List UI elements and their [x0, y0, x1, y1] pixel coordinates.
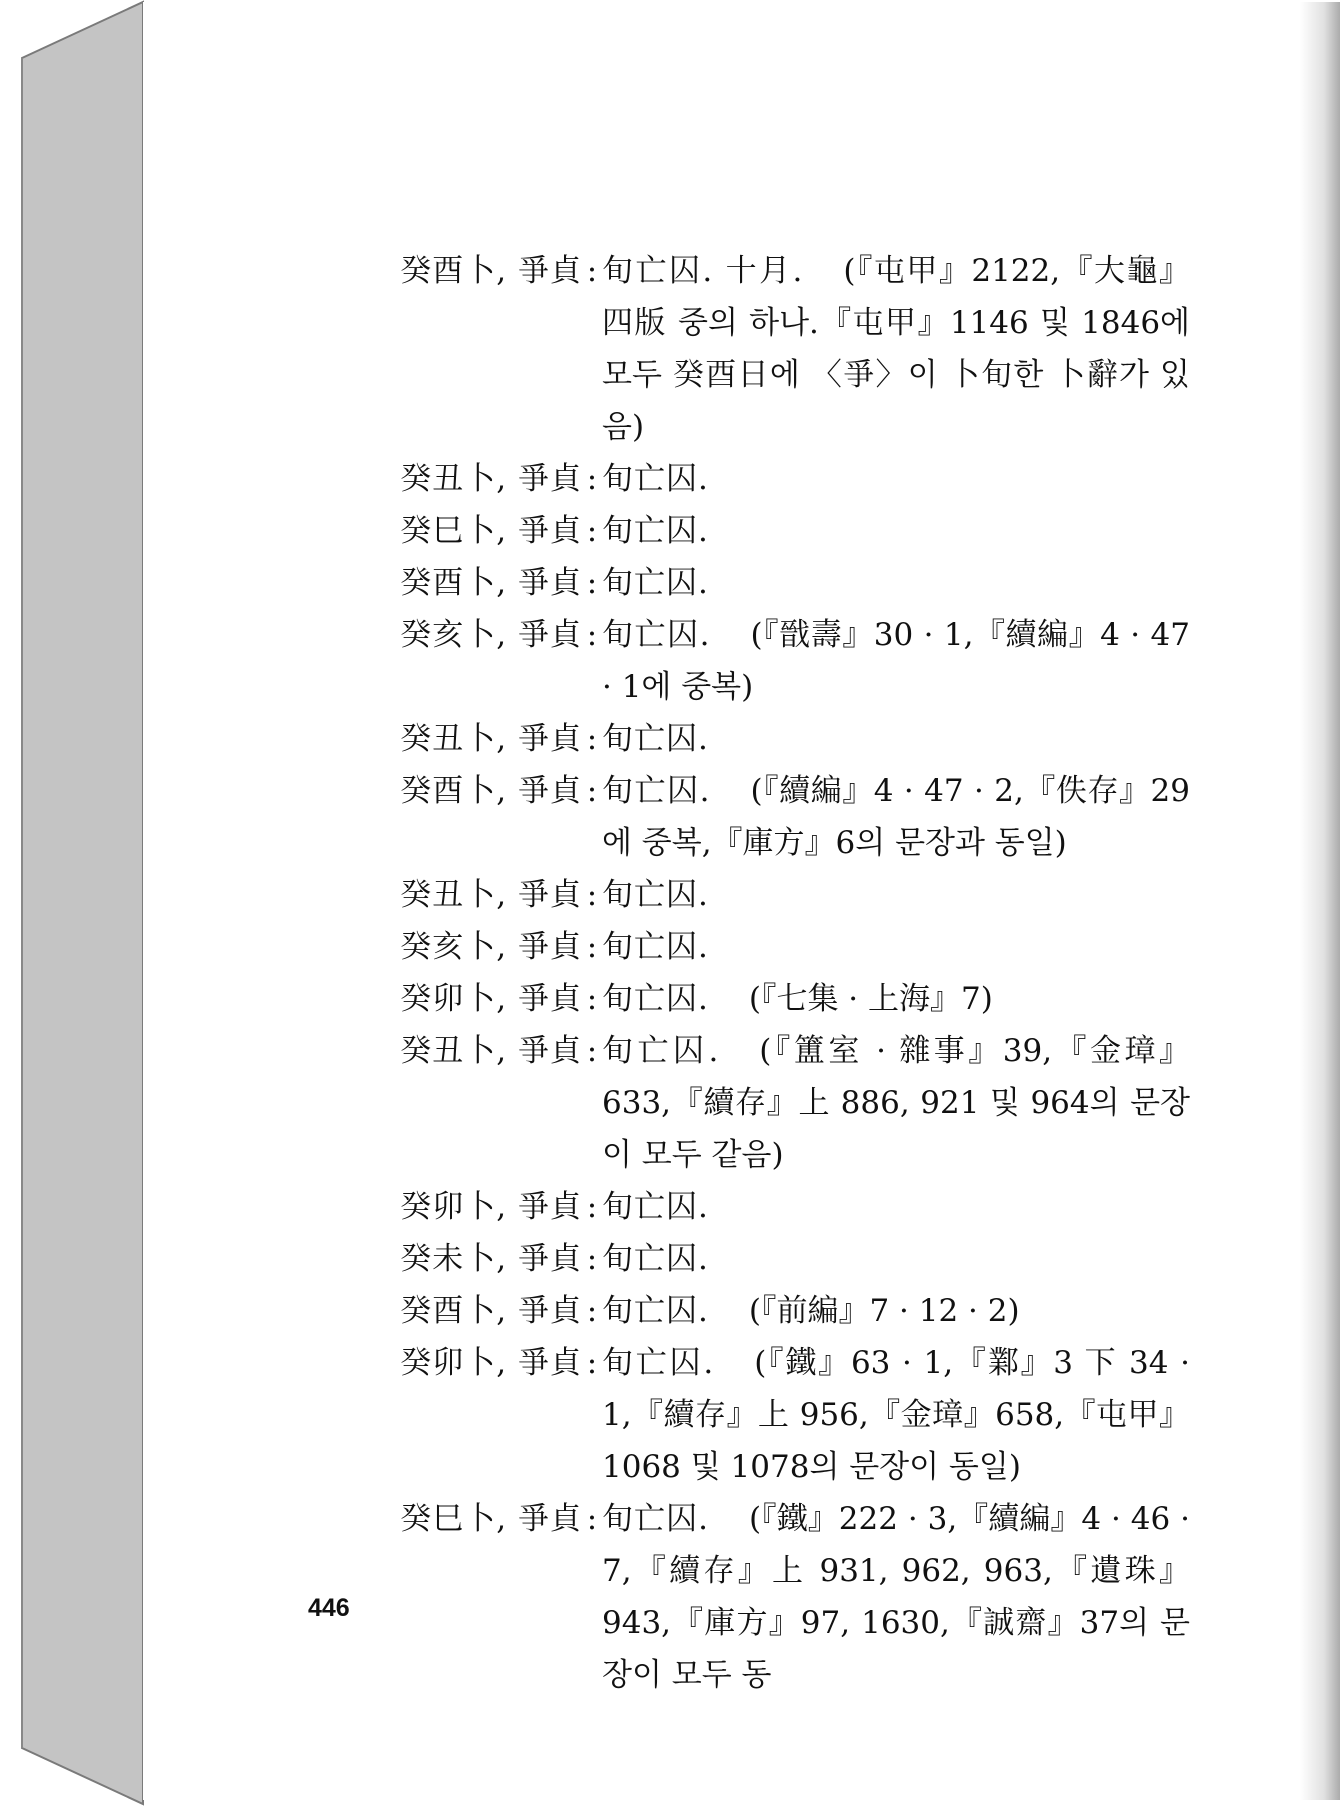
entry-colon: : — [586, 981, 598, 1017]
entry-note: (『鐵』222 · 3,『續編』4 · 46 · 7,『續存』上 931, 962, 963,『遺珠』943,『庫方』97, 1630,『誠齋』37의 문장이 모두 동 — [602, 1501, 1190, 1693]
entry-text: 旬亡囚. — [602, 929, 709, 965]
page-edge-shadow — [1300, 2, 1340, 1800]
entry-colon: : — [586, 513, 598, 549]
entry-colon: : — [586, 1501, 598, 1537]
entry-text: 旬亡囚. — [602, 1033, 720, 1069]
entry-label: 癸丑卜, 爭貞 — [400, 461, 582, 497]
entry-content — [602, 713, 1190, 765]
entry-content — [602, 765, 1190, 869]
entry-colon: : — [586, 565, 598, 601]
entry-label: 癸亥卜, 爭貞 — [400, 929, 582, 965]
entry-row — [350, 609, 1190, 713]
entry-note: (『續編』4 · 47 · 2,『佚存』29에 중복,『庫方』6의 문장과 동일) — [602, 773, 1190, 861]
entry-text: 旬亡囚. 十月. — [602, 253, 804, 289]
entry-row — [350, 1181, 1190, 1233]
entry-text: 旬亡囚. — [602, 1241, 709, 1277]
entry-colon: : — [586, 1241, 598, 1277]
entry-text: 旬亡囚. — [602, 981, 709, 1017]
entry-colon: : — [586, 617, 598, 653]
entry-list — [350, 245, 1190, 1701]
entry-row — [350, 765, 1190, 869]
entry-text: 旬亡囚. — [602, 877, 709, 913]
entry-note: (『七集 · 上海』7) — [748, 981, 993, 1017]
entry-note: (『屯甲』2122,『大龜』四版 중의 하나.『屯甲』1146 및 1846에 모두 癸酉日에 〈爭〉이 卜旬한 卜辭가 있음) — [602, 253, 1191, 445]
entry-text: 旬亡囚. — [602, 721, 709, 757]
entry-content — [602, 557, 1190, 609]
entry-row — [350, 973, 1190, 1025]
entry-note: (『戩壽』30 · 1,『續編』4 · 47 · 1에 중복) — [602, 617, 1190, 705]
entry-content — [602, 869, 1190, 921]
entry-text: 旬亡囚. — [602, 461, 709, 497]
entry-row — [350, 713, 1190, 765]
entry-label: 癸丑卜, 爭貞 — [400, 721, 582, 757]
entry-content — [602, 1181, 1190, 1233]
entry-colon: : — [586, 1293, 598, 1329]
entry-content — [602, 245, 1190, 453]
entry-text: 旬亡囚. — [602, 1501, 709, 1537]
entry-label: 癸酉卜, 爭貞 — [400, 773, 582, 809]
entry-label: 癸巳卜, 爭貞 — [400, 513, 582, 549]
entry-content — [602, 1493, 1190, 1701]
entry-label: 癸卯卜, 爭貞 — [400, 981, 582, 1017]
entry-row — [350, 505, 1190, 557]
entry-label: 癸卯卜, 爭貞 — [400, 1345, 582, 1381]
entry-colon: : — [586, 1189, 598, 1225]
entry-row — [350, 557, 1190, 609]
entry-note: (『前編』7 · 12 · 2) — [748, 1293, 1020, 1329]
entry-note: (『鐵』63 · 1,『鄴』3 下 34 · 1,『續存』上 956,『金璋』658,『屯甲』1068 및 1078의 문장이 동일) — [602, 1345, 1190, 1485]
entry-text: 旬亡囚. — [602, 513, 709, 549]
entry-row — [350, 1233, 1190, 1285]
entry-colon: : — [586, 773, 598, 809]
entry-row — [350, 869, 1190, 921]
entry-colon: : — [586, 1345, 598, 1381]
entry-row — [350, 1337, 1190, 1493]
entry-row — [350, 453, 1190, 505]
entry-label: 癸酉卜, 爭貞 — [400, 1293, 582, 1329]
entry-row — [350, 1025, 1190, 1181]
page-number: 446 — [308, 1594, 350, 1622]
entry-colon: : — [586, 929, 598, 965]
entry-colon: : — [586, 1033, 598, 1069]
entry-label: 癸卯卜, 爭貞 — [400, 1189, 582, 1225]
entry-text: 旬亡囚. — [602, 1345, 715, 1381]
entry-content — [602, 453, 1190, 505]
entry-text: 旬亡囚. — [602, 1293, 709, 1329]
entry-content — [602, 1285, 1190, 1337]
book-spine — [0, 0, 150, 1806]
entry-text: 旬亡囚. — [602, 773, 711, 809]
entry-row — [350, 1285, 1190, 1337]
entry-label: 癸酉卜, 爭貞 — [400, 565, 582, 601]
entry-content — [602, 973, 1190, 1025]
entry-label: 癸亥卜, 爭貞 — [400, 617, 582, 653]
entry-colon: : — [586, 877, 598, 913]
entry-row — [350, 245, 1190, 453]
entry-row — [350, 1493, 1190, 1701]
entry-label: 癸丑卜, 爭貞 — [400, 1033, 582, 1069]
entry-label: 癸巳卜, 爭貞 — [400, 1501, 582, 1537]
entry-content — [602, 1025, 1190, 1181]
entry-label: 癸酉卜, 爭貞 — [400, 253, 582, 289]
entry-content — [602, 1337, 1190, 1493]
entry-content — [602, 609, 1190, 713]
entry-colon: : — [586, 253, 598, 289]
entry-text: 旬亡囚. — [602, 617, 711, 653]
entry-label: 癸未卜, 爭貞 — [400, 1241, 582, 1277]
entry-content — [602, 921, 1190, 973]
entry-text: 旬亡囚. — [602, 1189, 709, 1225]
entry-note: (『簠室 · 雜事』39,『金璋』633,『續存』上 886, 921 및 964의 문장이 모두 같음) — [602, 1033, 1190, 1173]
entry-colon: : — [586, 721, 598, 757]
entry-content — [602, 1233, 1190, 1285]
entry-content — [602, 505, 1190, 557]
entry-text: 旬亡囚. — [602, 565, 709, 601]
entry-row — [350, 921, 1190, 973]
entry-colon: : — [586, 461, 598, 497]
entry-label: 癸丑卜, 爭貞 — [400, 877, 582, 913]
